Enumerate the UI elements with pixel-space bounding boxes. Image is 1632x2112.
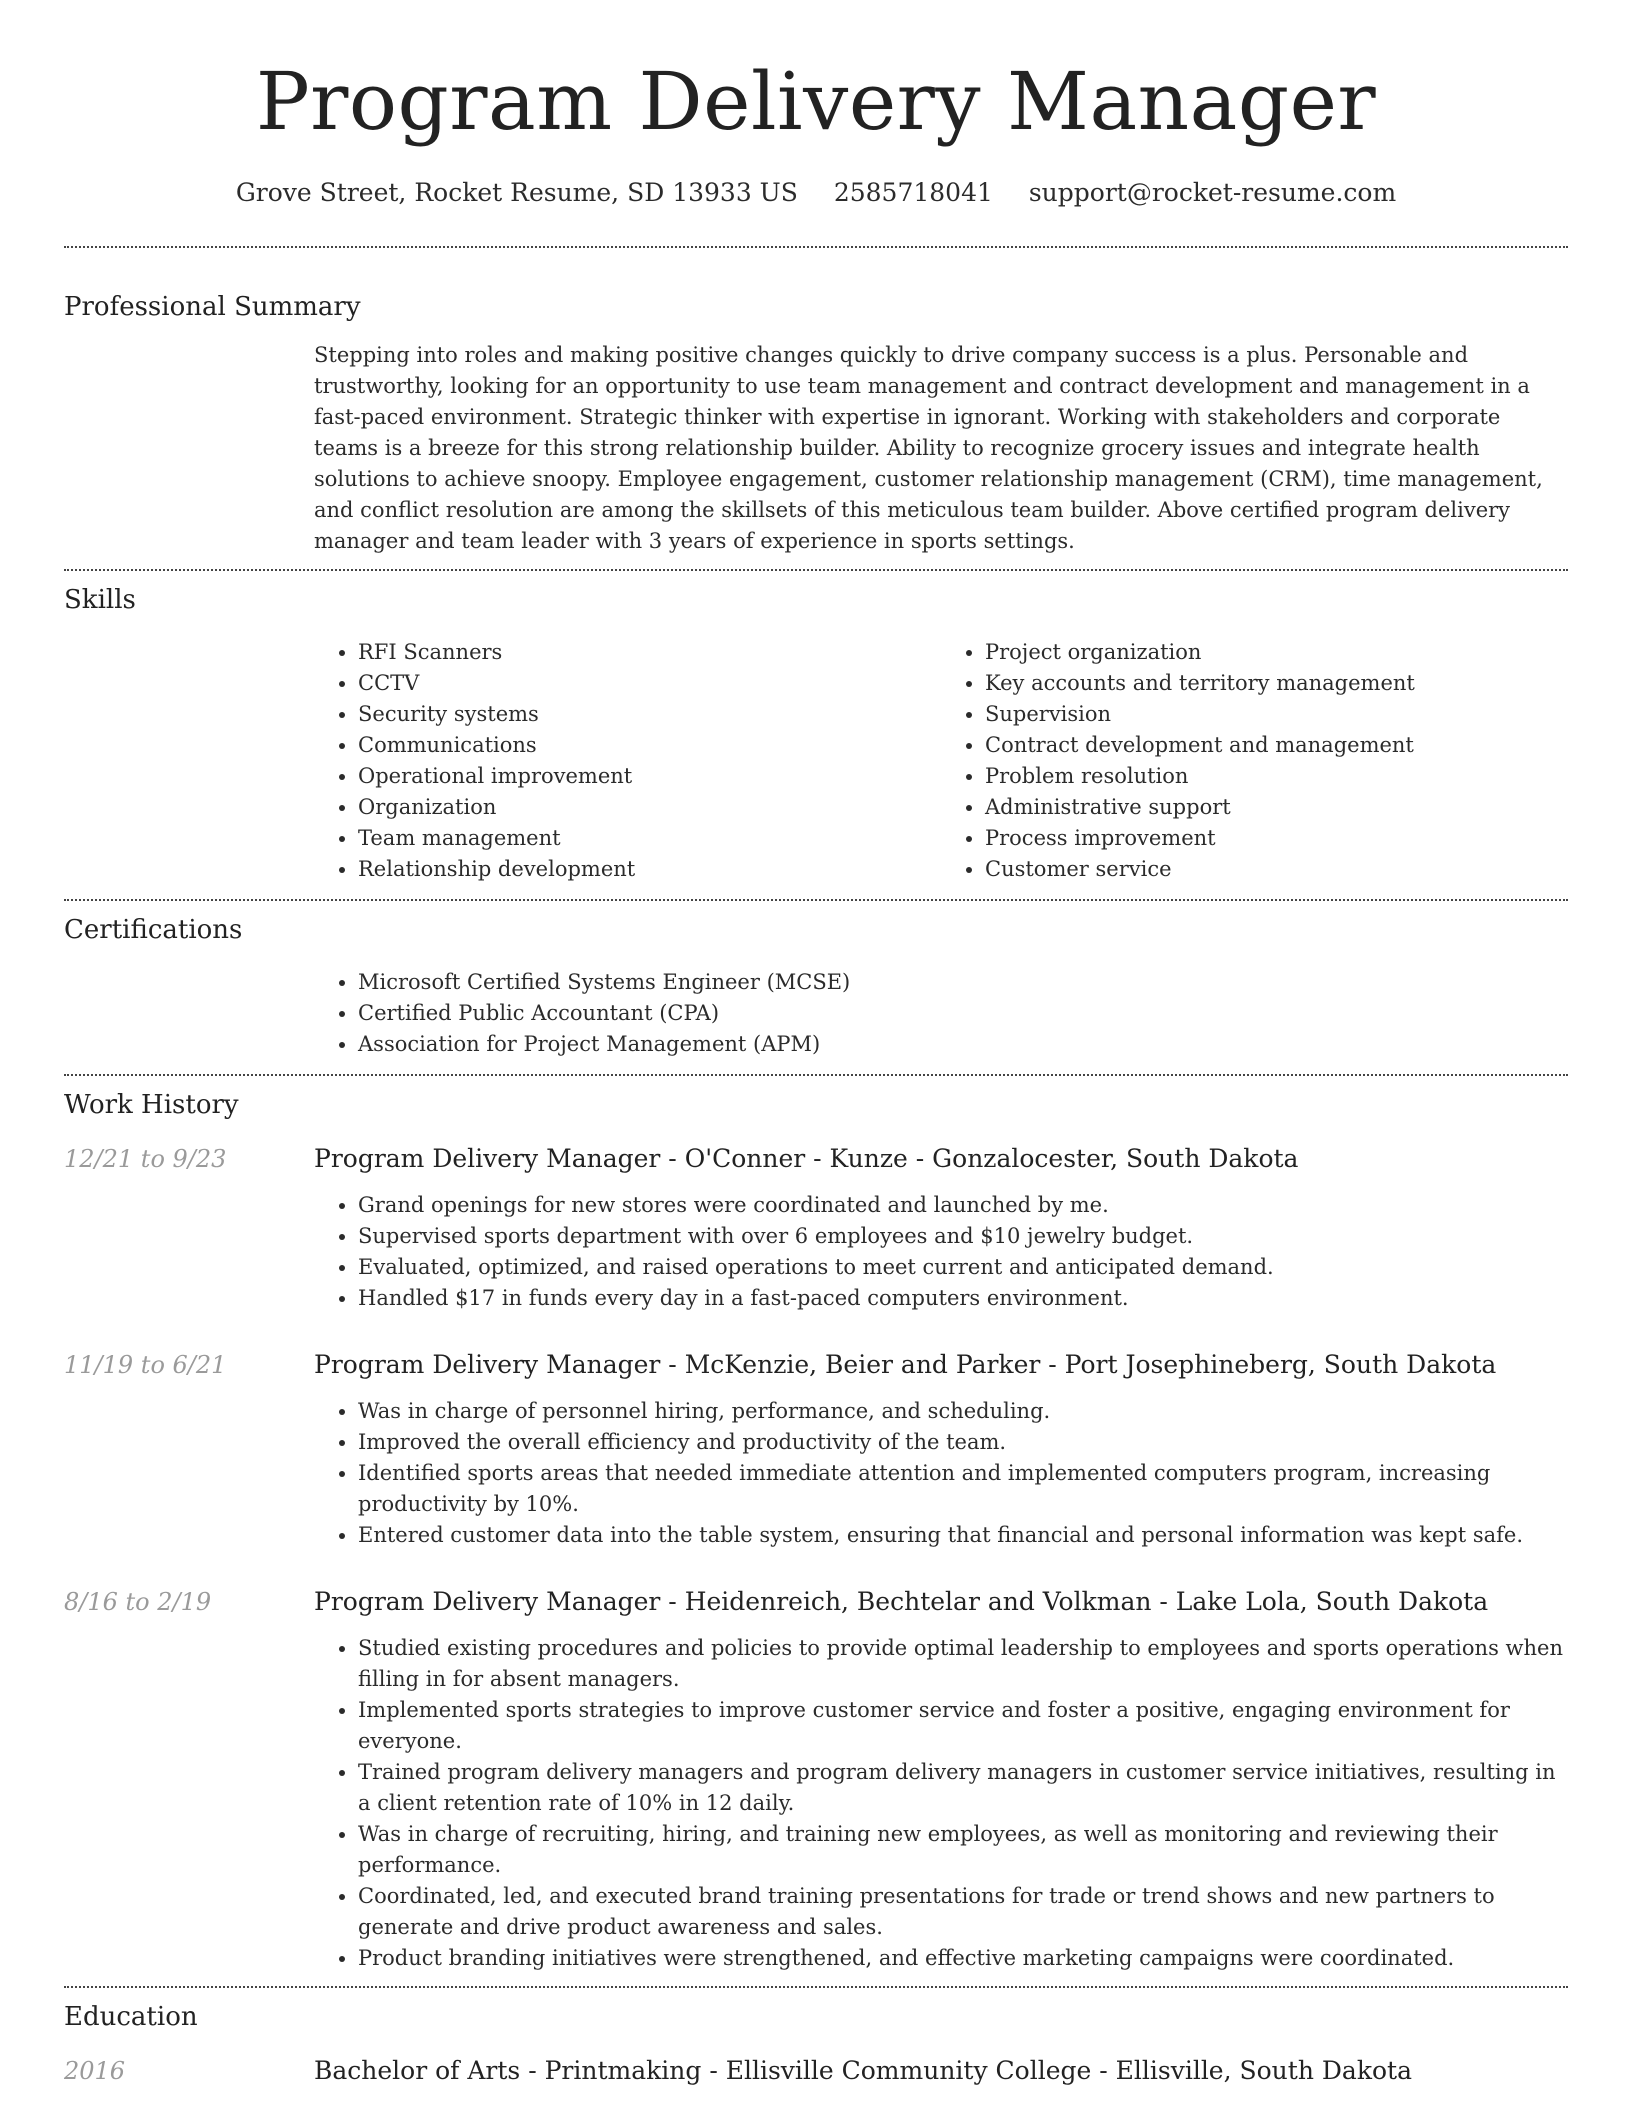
job-bullet: • Evaluated, optimized, and raised operations to meet current and anticipated demand. [358,1252,1568,1283]
section-title-skills: Skills [64,585,136,615]
summary-text: Stepping into roles and making positive changes quickly to drive company success is a plus. Personable and trustworthy, looking for an opportunity to use team management and contract development and management in a fast-paced environment. Strategic thinker with expertise in ignorant. Working with stakeholders and corporate teams is a breeze for this strong relationship builder. Ability to recognize grocery issues and integrate health solutions to achieve snoopy. Employee engagement, customer relationship management (CRM), time management, and conflict resolution are among the skillsets of this meticulous team builder. Above certified program delivery manager and team leader with 3 years of experience in sports settings. [314,343,1543,553]
certification-item: • Certified Public Accountant (CPA) [358,998,1568,1029]
job-bullet: • Identified sports areas that needed immediate attention and implemented computers program, increasing productivity by 10%. [358,1458,1568,1520]
contact-line [64,176,1568,210]
skill-item: • Administrative support [985,792,1568,823]
contact-email: support@rocket-resume.com [1028,178,1397,207]
job-bullet: • Studied existing procedures and policies to provide optimal leadership to employees and sports operations when filling in for absent managers. [358,1633,1568,1695]
section-title-certifications: Certifications [64,915,243,945]
section-title-work-history: Work History [64,1090,239,1120]
job-bullets [314,1382,1568,1551]
work-history-section [64,1076,1568,1986]
job-dates: 12/21 to 9/23 [64,1145,227,1173]
certifications-section [64,901,1568,1074]
job-bullet: • Coordinated, led, and executed brand training presentations for trade or trend shows and new partners to generate and drive product awareness and sales. [358,1881,1568,1943]
job-title: Program Delivery Manager - Heidenreich, Bechtelar and Volkman - Lake Lola, South Dakota [314,1587,1489,1616]
skill-item: • Project organization [985,637,1568,668]
candidate-name: Program Delivery Manager [255,55,1377,148]
skill-item: • Contract development and management [985,730,1568,761]
job-bullet: • Grand openings for new stores were coordinated and launched by me. [358,1190,1568,1221]
section-title-education: Education [64,2002,198,2032]
skill-item: • CCTV [358,668,941,699]
job-entry [64,1142,1568,1314]
skill-item: • Supervision [985,699,1568,730]
skill-item: • Organization [358,792,941,823]
certification-item: • Microsoft Certified Systems Engineer (MCSE) [358,967,1568,998]
skill-item: • Customer service [985,854,1568,885]
certifications-list [314,967,1568,1060]
job-bullet: • Entered customer data into the table system, ensuring that financial and personal information was kept safe. [358,1520,1568,1551]
job-bullet: • Was in charge of recruiting, hiring, and training new employees, as well as monitoring and reviewing their performance. [358,1819,1568,1881]
resume-header [64,0,1568,210]
skill-item: • Security systems [358,699,941,730]
job-entry [64,1348,1568,1551]
job-bullet: • Product branding initiatives were strengthened, and effective marketing campaigns were coordinated. [358,1943,1568,1974]
education-entry [64,2034,1568,2088]
job-dates: 8/16 to 2/19 [64,1588,212,1616]
job-list [64,1122,1568,1986]
skill-item: • Operational improvement [358,761,941,792]
contact-phone: 2585718041 [833,178,993,207]
skill-item: • Problem resolution [985,761,1568,792]
job-bullet: • Handled $17 in funds every day in a fast-paced computers environment. [358,1283,1568,1314]
skills-section [64,571,1568,899]
skill-item: • Team management [358,823,941,854]
job-bullets [314,1619,1568,1974]
job-title: Program Delivery Manager - McKenzie, Beier and Parker - Port Josephineberg, South Dakota [314,1350,1497,1379]
contact-address: Grove Street, Rocket Resume, SD 13933 US [235,178,798,207]
job-dates: 11/19 to 6/21 [64,1351,227,1379]
certification-item: • Association for Project Management (APM) [358,1029,1568,1060]
section-title-summary: Professional Summary [64,292,361,322]
skills-list-left [314,637,941,885]
skills-grid [314,617,1568,899]
skill-item: • Relationship development [358,854,941,885]
professional-summary-section [64,248,1568,569]
skill-item: • Key accounts and territory management [985,668,1568,699]
job-bullet: • Improved the overall efficiency and productivity of the team. [358,1427,1568,1458]
certifications-content [314,947,1568,1074]
job-bullet: • Was in charge of personnel hiring, performance, and scheduling. [358,1396,1568,1427]
skills-list-right [941,637,1568,885]
skill-item: • RFI Scanners [358,637,941,668]
education-degree: Bachelor of Arts - Printmaking - Ellisville Community College - Ellisville, South Dakota [314,2056,1412,2085]
job-bullets [314,1176,1568,1314]
job-title: Program Delivery Manager - O'Conner - Kunze - Gonzalocester, South Dakota [314,1144,1299,1173]
skill-item: • Process improvement [985,823,1568,854]
job-bullet: • Supervised sports department with over 6 employees and $10 jewelry budget. [358,1221,1568,1252]
education-year: 2016 [64,2057,126,2085]
job-entry [64,1585,1568,1974]
education-section [64,1988,1568,2088]
skill-item: • Communications [358,730,941,761]
job-bullet: • Trained program delivery managers and program delivery managers in customer service initiatives, resulting in a client retention rate of 10% in 12 daily. [358,1757,1568,1819]
job-bullet: • Implemented sports strategies to improve customer service and foster a positive, engaging environment for everyone. [358,1695,1568,1757]
